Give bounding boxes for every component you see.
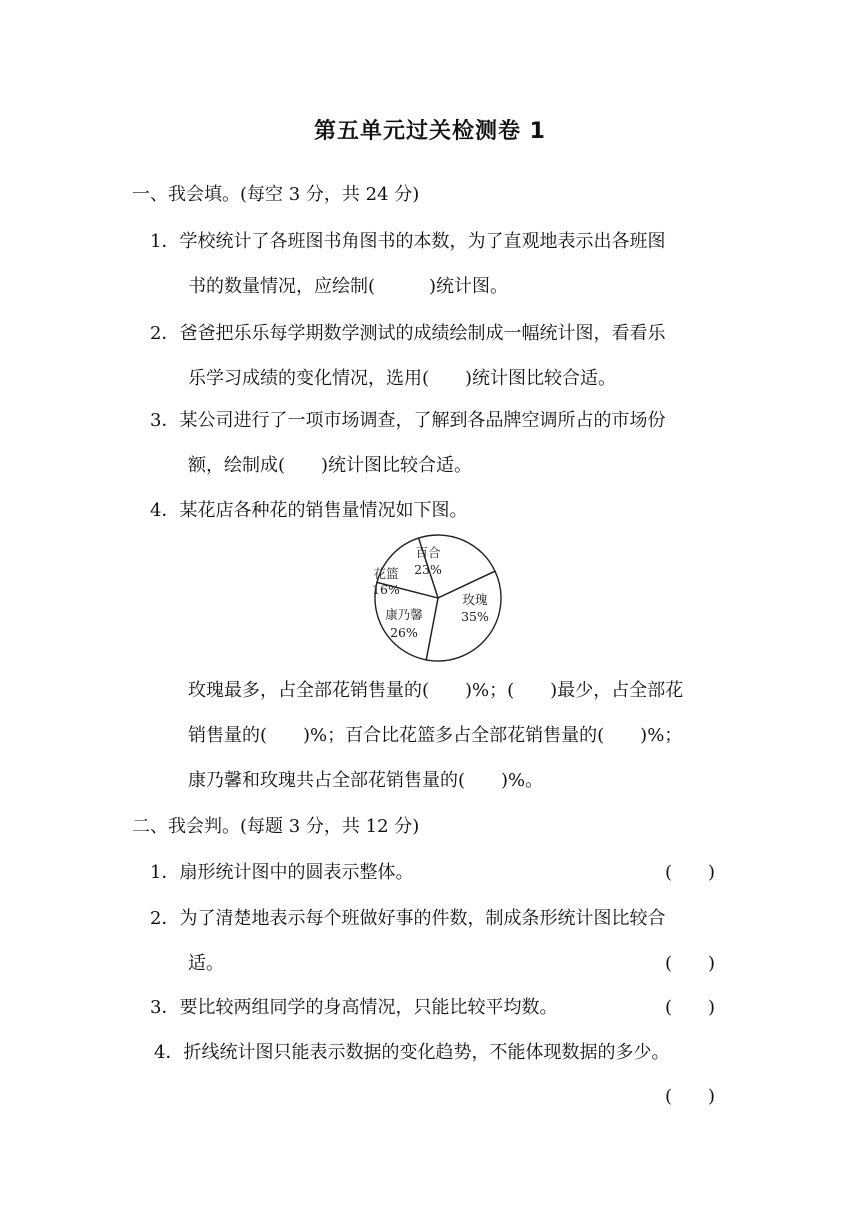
pie-category-label-rose: 玫瑰 — [462, 592, 488, 607]
s2-q4-answer-bracket: ( ) — [665, 1086, 716, 1107]
s1-q4-line1: 4．某花店各种花的销售量情况如下图。 — [150, 500, 468, 521]
pie-category-label-basket: 花篮 — [373, 566, 399, 581]
s1-q4-text-line1: 玫瑰最多，占全部花销售量的( )%；( )最少，占全部花 — [188, 680, 684, 701]
section1-heading: 一、我会填。(每空 3 分，共 24 分) — [132, 184, 420, 205]
pie-category-label-lily: 百合 — [415, 545, 441, 560]
s1-q4-text-line2: 销售量的( )%；百合比花篮多占全部花销售量的( )%； — [188, 725, 683, 746]
s2-q2-line2: 适。 — [188, 953, 224, 974]
s2-q1-answer-bracket: ( ) — [665, 862, 716, 883]
s2-q3: 3．要比较两组同学的身高情况，只能比较平均数。 — [150, 997, 558, 1018]
s2-q1: 1．扇形统计图中的圆表示整体。 — [150, 862, 414, 883]
s1-q4-text-line3: 康乃馨和玫瑰共占全部花销售量的( )%。 — [188, 770, 544, 791]
pie-category-label-carnation: 康乃馨 — [385, 607, 423, 622]
s1-q3-line2: 额，绘制成( )统计图比较合适。 — [188, 455, 473, 476]
pie-value-label-lily: 23% — [414, 562, 442, 577]
s2-q4: 4．折线统计图只能表示数据的变化趋势，不能体现数据的多少。 — [154, 1042, 670, 1063]
pie-value-label-rose: 35% — [461, 609, 489, 624]
page-title: 第五单元过关检测卷 1 — [314, 119, 546, 144]
pie-value-label-carnation: 26% — [390, 625, 418, 640]
s2-q2-line1: 2．为了清楚地表示每个班做好事的件数，制成条形统计图比较合 — [150, 908, 666, 929]
s2-q2-answer-bracket: ( ) — [665, 953, 716, 974]
section2-heading: 二、我会判。(每题 3 分，共 12 分) — [132, 816, 420, 837]
s1-q1-line2: 书的数量情况，应绘制( )统计图。 — [188, 276, 509, 297]
s1-q2-line1: 2．爸爸把乐乐每学期数学测试的成绩绘制成一幅统计图，看看乐 — [150, 323, 666, 344]
pie-value-label-basket: 16% — [372, 582, 400, 597]
s1-q3-line1: 3．某公司进行了一项市场调查，了解到各品牌空调所占的市场份 — [150, 410, 666, 431]
s2-q3-answer-bracket: ( ) — [665, 997, 716, 1018]
s1-q2-line2: 乐学习成绩的变化情况，选用( )统计图比较合适。 — [188, 368, 617, 389]
flower-sales-pie-chart — [368, 531, 508, 665]
s1-q1-line1: 1．学校统计了各班图书角图书的本数，为了直观地表示出各班图 — [150, 231, 666, 252]
